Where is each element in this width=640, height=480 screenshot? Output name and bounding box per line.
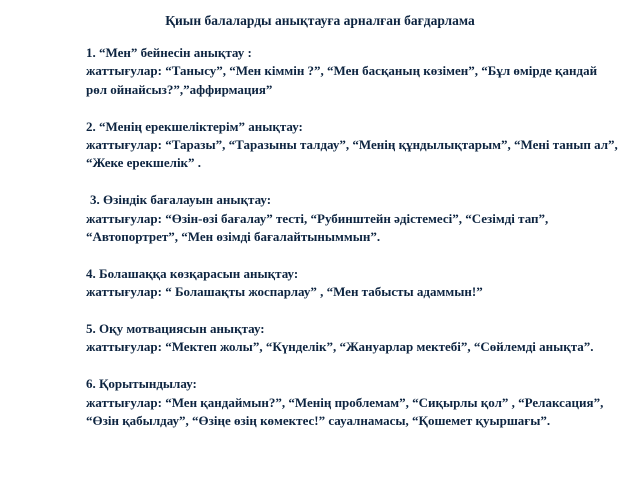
exercises-label: жаттығулар: (86, 394, 162, 410)
exercises-text: “Таразы”, “Таразыны талдау”, “Менің құндылықтарым”, “Мені танып ал”, “Жеке ерекшелік” . (86, 137, 618, 171)
exercises-text: “Мен қандаймын?”, “Менің проблемам”, “Сиқырлы қол” , “Релаксация”, “Өзін қабылдау”, “Өзіңе өзің көмектес!” сауалнамасы, “Қошемет қуыршағы”. (86, 394, 604, 429)
exercises-text: “Танысу”, “Мен кіммін ?”, “Мен басқаның көзімен”, “Бұл өмірде қандай рөл ойнайсыз?”,”аффирмация” (86, 63, 598, 97)
exercises-label: жаттығулар: (86, 63, 162, 79)
section-heading: 1. “Мен” бейнесін анықтау : (86, 45, 252, 60)
program-content (86, 44, 621, 449)
page-title: Қиын балаларды анықтауға арналған бағдарлама (165, 13, 475, 28)
exercises-text: “ Болашақты жоспарлау” , “Мен табысты адаммын!” (161, 284, 483, 300)
section-self-image (86, 44, 621, 99)
exercises-label: жаттығулар: (86, 284, 162, 300)
exercises-label: жаттығулар: (86, 137, 162, 153)
section-summary (86, 375, 621, 430)
exercises-label: жаттығулар: (86, 210, 162, 226)
section-future-view (86, 265, 621, 302)
section-motivation (86, 320, 621, 357)
exercises-text: “Өзін-өзі бағалау” тесті, “Рубинштейн әдістемесі”, “Сезімді тап”, “Автопортрет”, “Мен өзімді бағалайтыныммын”. (86, 210, 549, 245)
section-features (86, 118, 621, 173)
section-heading: 4. Болашаққа көзқарасын анықтау: (86, 265, 299, 281)
section-heading: 6. Қорытындылау: (86, 376, 197, 392)
exercises-label: жаттығулар: (86, 339, 162, 355)
exercises-text: “Мектеп жолы”, “Күнделік”, “Жануарлар мектебі”, “Сөйлемді анықта”. (161, 339, 594, 355)
section-heading: 3. Өзіндік бағалауын анықтау: (90, 192, 272, 208)
section-self-esteem (86, 191, 621, 246)
section-heading: 5. Оқу мотвациясын анықтау: (86, 321, 265, 337)
section-heading: 2. “Менің ерекшеліктерім” анықтау: (86, 118, 303, 134)
